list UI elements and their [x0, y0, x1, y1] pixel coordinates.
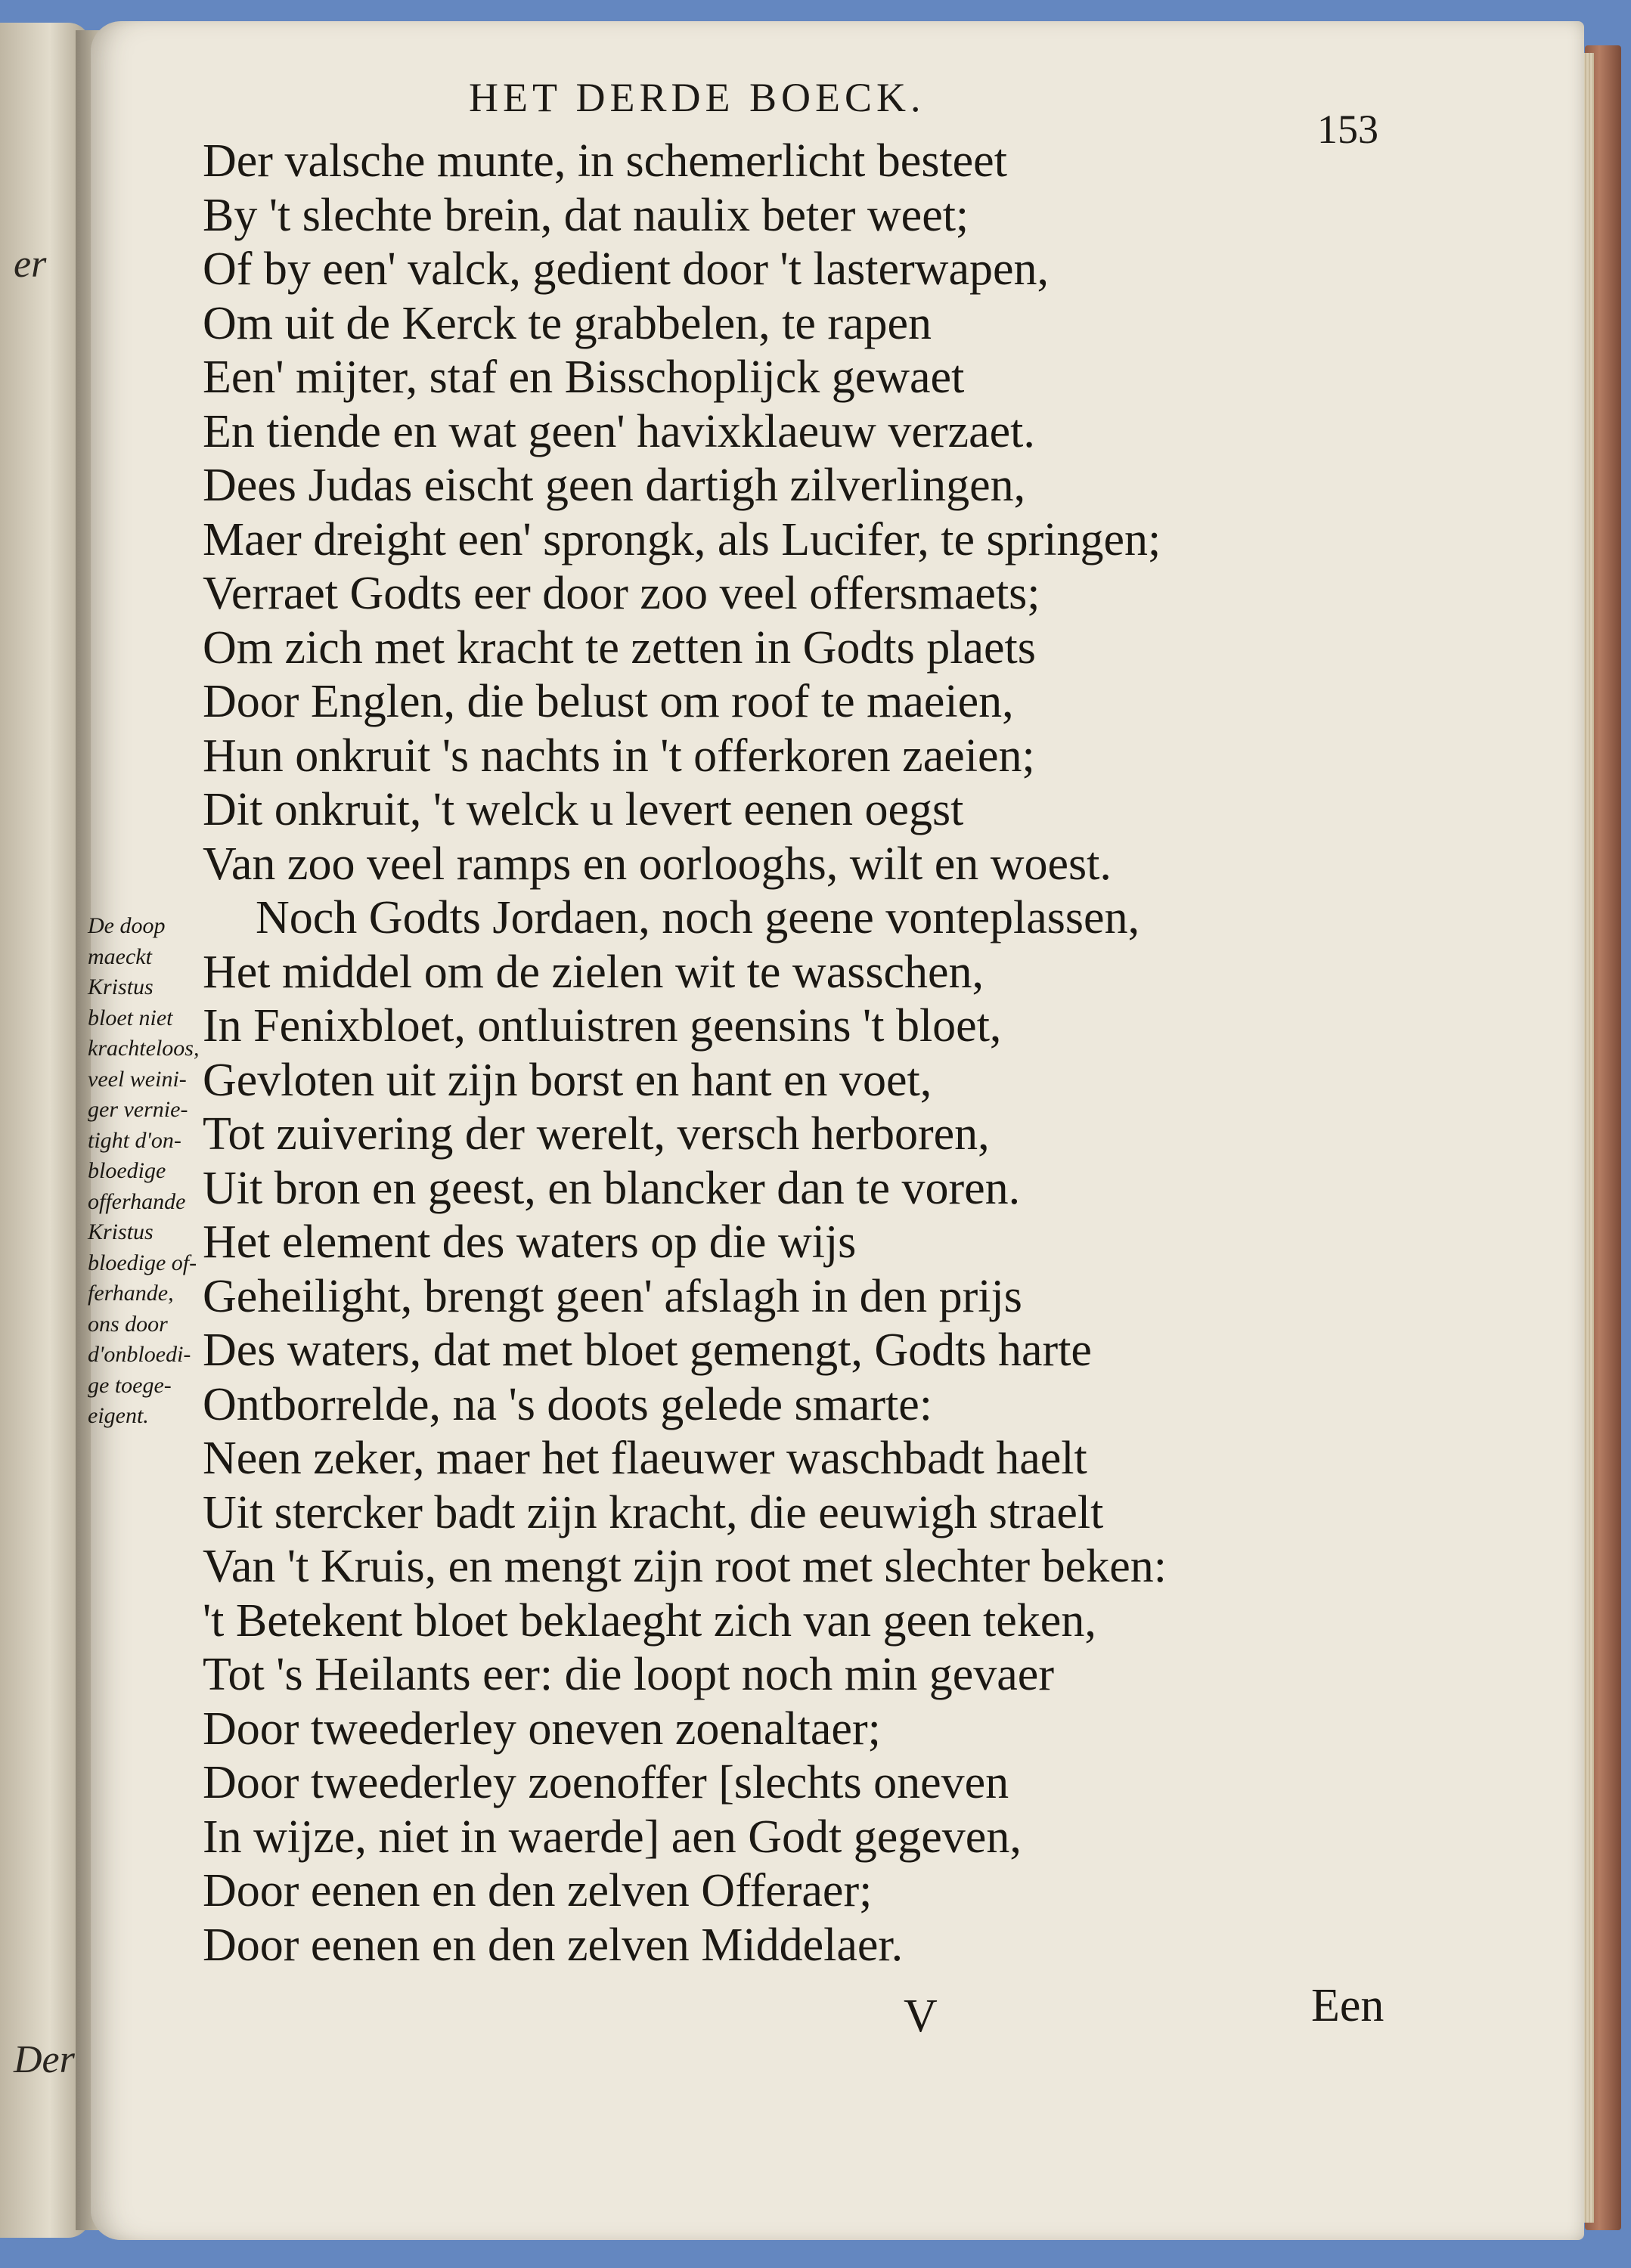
- verse-line: Verraet Godts eer door zoo veel offersmaets;: [203, 568, 1040, 619]
- marginal-note-line: tight d'on-: [88, 1127, 181, 1153]
- signature-mark: V: [904, 1991, 938, 2042]
- marginal-note-line: ger vernie-: [88, 1097, 188, 1122]
- marginal-note: [88, 911, 209, 1432]
- left-page-bottom-fragment: Der: [14, 2038, 75, 2081]
- marginal-note-line: Kristus: [88, 1219, 153, 1244]
- marginal-note-line: ons door: [88, 1311, 168, 1337]
- verse-line: Door eenen en den zelven Offeraer;: [203, 1865, 873, 1916]
- verse-line: Dit onkruit, 't welck u levert eenen oegst: [203, 784, 964, 835]
- verse-line: Ontborrelde, na 's doots gelede smarte:: [203, 1378, 932, 1430]
- verse-line: Uit bron en geest, en blancker dan te voren.: [203, 1162, 1021, 1214]
- marginal-note-line: De doop: [88, 913, 166, 938]
- marginal-note-line: krachteloos,: [88, 1036, 200, 1061]
- left-page-top-fragment: er: [14, 243, 47, 286]
- verse-line: Neen zeker, maer het flaeuwer waschbadt haelt: [203, 1433, 1087, 1484]
- marginal-note-line: bloedige of-: [88, 1250, 197, 1275]
- verse-line: Der valsche munte, in schemerlicht besteet: [203, 135, 1007, 187]
- marginal-note-line: veel weini-: [88, 1066, 187, 1092]
- verse-line: Door eenen en den zelven Middelaer.: [203, 1919, 904, 1971]
- catchword: Een: [1311, 1980, 1384, 2031]
- verse-line: 't Betekent bloet beklaeght zich van geen teken,: [203, 1594, 1096, 1647]
- marginal-note-line: bloedige: [88, 1158, 166, 1183]
- verse-line: Om uit de Kerck te grabbelen, te rapen: [203, 297, 932, 349]
- verse-line: Dees Judas eischt geen dartigh zilverlingen,: [203, 460, 1026, 511]
- verse-line: En tiende en wat geen' havixklaeuw verzaet.: [203, 405, 1035, 457]
- verse-text: [203, 135, 1167, 1972]
- marginal-note-line: ge toege-: [88, 1372, 172, 1398]
- verse-line: By 't slechte brein, dat naulix beter weet;: [203, 189, 969, 241]
- verse-line: Maer dreight een' sprongk, als Lucifer, te springen;: [203, 513, 1161, 565]
- verse-line: Door tweederley oneven zoenaltaer;: [203, 1703, 881, 1755]
- verse-line: In wijze, niet in waerde] aen Godt gegeven,: [203, 1811, 1022, 1863]
- marginal-note-line: offerhande: [88, 1188, 186, 1214]
- verse-line: Uit stercker badt zijn kracht, die eeuwigh straelt: [203, 1486, 1104, 1538]
- verse-line: Een' mijter, staf en Bisschoplijck gewaet: [203, 352, 965, 403]
- verse-line: Om zich met kracht te zetten in Godts plaets: [203, 621, 1036, 674]
- running-head: HET DERDE BOECK.: [469, 75, 926, 120]
- marginal-note-line: ferhande,: [88, 1281, 174, 1306]
- verse-line: Van 't Kruis, en mengt zijn root met slechter beken:: [203, 1541, 1167, 1592]
- verse-line: Het middel om de zielen wit te wasschen,: [203, 946, 984, 998]
- marginal-note-line: Kristus: [88, 974, 153, 999]
- verse-line: Tot 's Heilants eer: die loopt noch min gevaer: [203, 1649, 1054, 1700]
- verse-line: Geheilight, brengt geen' afslagh in den prijs: [203, 1270, 1022, 1322]
- marginal-note-line: bloet niet: [88, 1005, 173, 1030]
- verse-line: Des waters, dat met bloet gemengt, Godts harte: [203, 1325, 1092, 1376]
- stanza-opening-line: Noch Godts Jordaen, noch geene vonteplassen,: [256, 892, 1140, 943]
- verse-line: Door Englen, die belust om roof te maeien,: [203, 676, 1014, 727]
- page-number: 153: [1317, 107, 1378, 152]
- verse-line: Tot zuivering der werelt, versch herboren,: [203, 1108, 990, 1160]
- verse-line: Het element des waters op die wijs: [203, 1216, 857, 1268]
- marginal-note-line: d'onbloedi-: [88, 1342, 191, 1367]
- verse-line: In Fenixbloet, ontluistren geensins 't bloet,: [203, 1000, 1002, 1052]
- verse-line: Hun onkruit 's nachts in 't offerkoren zaeien;: [203, 730, 1035, 782]
- verse-line: Of by een' valck, gedient door 't lasterwapen,: [203, 243, 1049, 295]
- marginal-note-line: eigent.: [88, 1403, 149, 1428]
- verse-line: Van zoo veel ramps en oorlooghs, wilt en woest.: [203, 838, 1112, 890]
- verse-line: Gevloten uit zijn borst en hant en voet,: [203, 1054, 932, 1106]
- marginal-note-line: maeckt: [88, 943, 152, 969]
- verse-line: Door tweederley zoenoffer [slechts oneven: [203, 1757, 1009, 1808]
